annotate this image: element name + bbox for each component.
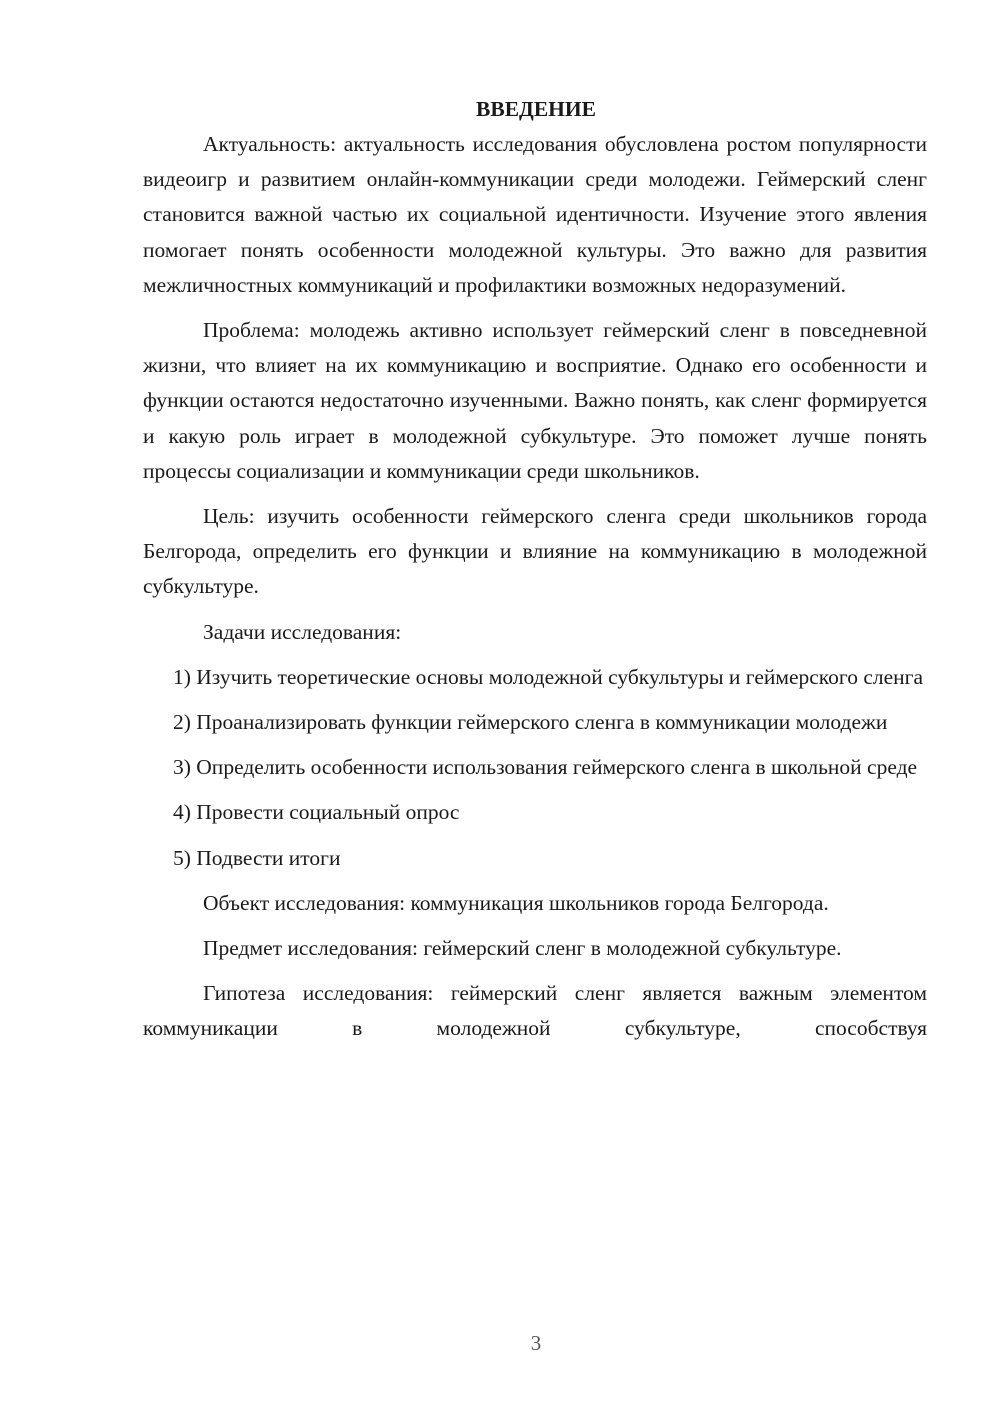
tasks-title: Задачи исследования: [203, 619, 402, 644]
paragraph-goal: Цель: изучить особенности геймерского сленга среди школьников города Белгорода, определить его функции и влияние на коммуникацию в молодежной субкультуре. [143, 504, 927, 599]
page-number: 3 [530, 1331, 542, 1355]
paragraph-hypothesis: Гипотеза исследования: геймерский сленг является важным элементом коммуникации в молодежной субкультуре, способствуя [143, 981, 927, 1041]
paragraph-subject: Предмет исследования: геймерский сленг в молодежной субкультуре. [203, 936, 842, 961]
task-item-1: 1) Изучить теоретические основы молодежной субкультуры и геймерского сленга [173, 664, 924, 689]
paragraph-problem: Проблема: молодежь активно использует геймерский сленг в повседневной жизни, что влияет на их коммуникацию и восприятие. Однако его особенности и функции остаются недостаточно изученными. Важно понять, как сленг формируется и какую роль играет в молодежной субкультуре. Это поможет лучше понять процессы социализации и коммуникации среди школьников. [143, 318, 927, 483]
page-content [143, 92, 927, 1057]
task-item-3: 3) Определить особенности использования геймерского сленга в школьной среде [173, 755, 918, 780]
section-heading: ВВЕДЕНИЕ [476, 97, 596, 121]
task-item-2: 2) Проанализировать функции геймерского сленга в коммуникации молодежи [173, 710, 888, 735]
paragraph-object: Объект исследования: коммуникация школьников города Белгорода. [203, 890, 829, 915]
paragraph-relevance: Актуальность: актуальность исследования обусловлена ростом популярности видеоигр и развитием онлайн-коммуникации среди молодежи. Геймерский сленг становится важной частью их социальной идентичности. Изучение этого явления помогает понять особенности молодежной культуры. Это важно для развития межличностных коммуникаций и профилактики возможных недоразумений. [143, 132, 927, 297]
task-item-5: 5) Подвести итоги [173, 845, 341, 870]
task-item-4: 4) Провести социальный опрос [173, 800, 460, 825]
